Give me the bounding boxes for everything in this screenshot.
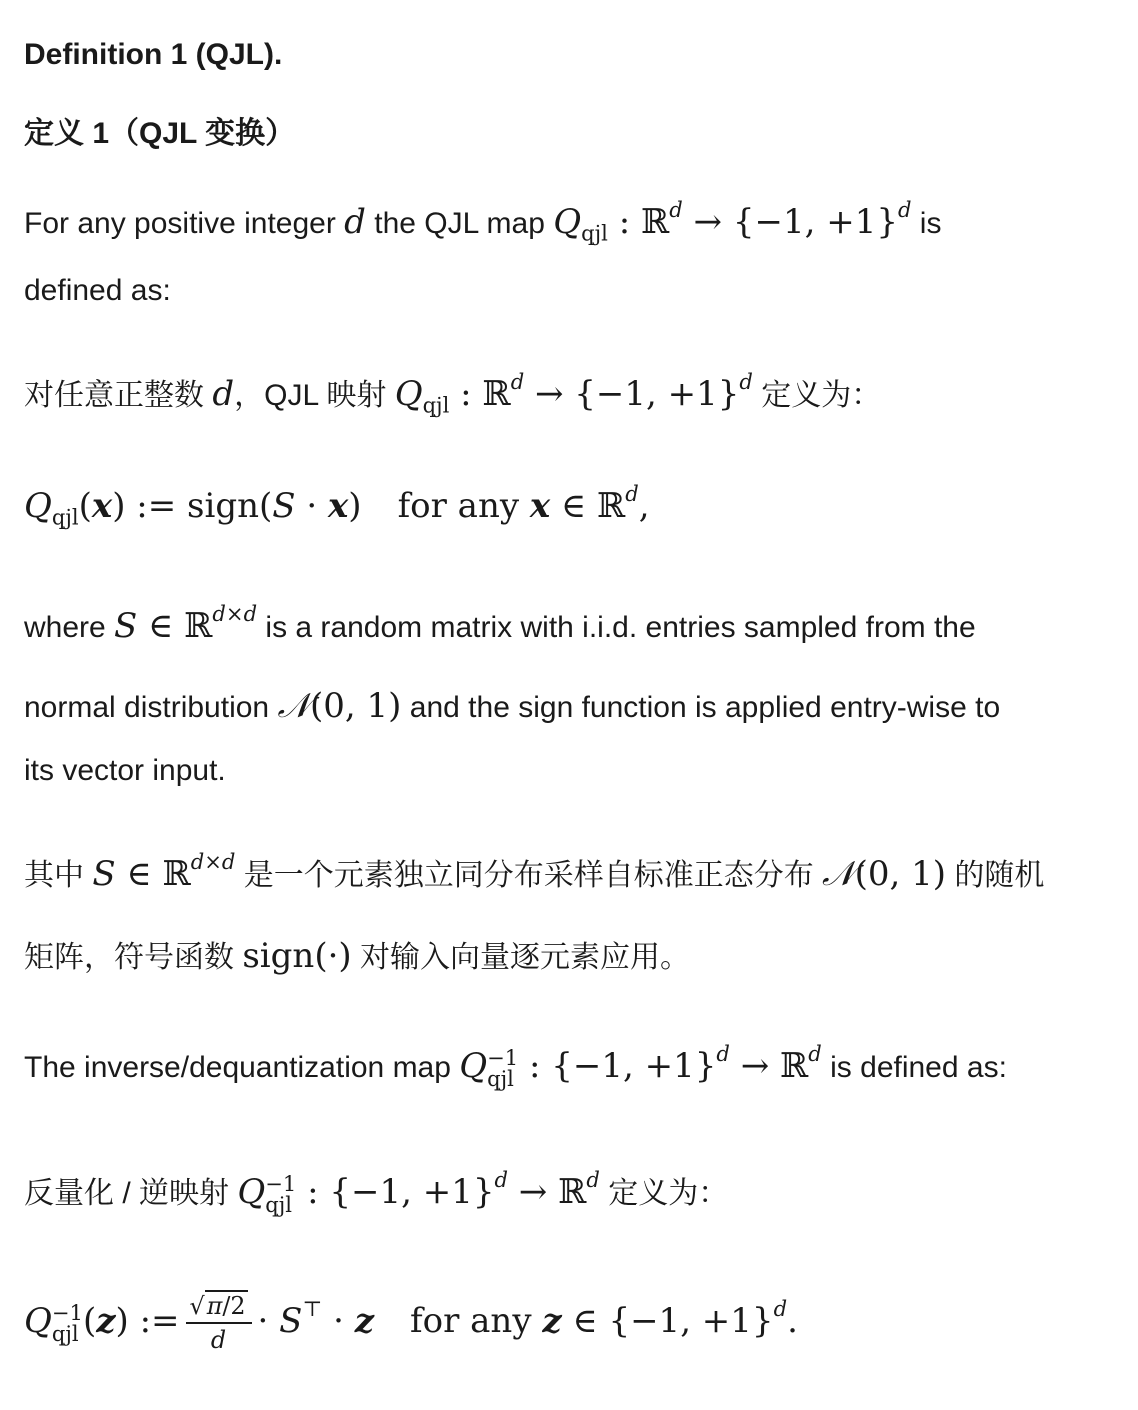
math-inverse-map: Q −1 qjl : {−1, +1}$^d$ → ℝ$^d$ <box>237 1167 600 1217</box>
text-run: 定义为： <box>599 1177 729 1210</box>
equation-text: for any <box>397 486 520 526</box>
math-normal-dist: 𝒩(0, 1) <box>277 686 402 726</box>
fraction-sqrt-pi-over-2-d: $\frac{√\pi/2}{d}$ <box>186 1292 252 1354</box>
text-run: 反量化 / 逆映射 <box>24 1177 238 1210</box>
text-run: is defined as: <box>821 1051 1007 1084</box>
math-normal-dist: 𝒩(0, 1) <box>822 854 947 894</box>
math-d: d <box>344 202 366 242</box>
paragraph-en-2-line-2 <box>24 686 1000 726</box>
text-run: and the sign function is applied entry-wise to <box>401 691 1001 724</box>
math-inverse-map: Q −1 qjl : {−1, +1}$^d$ → ℝ$^d$ <box>459 1041 822 1091</box>
math-d: d <box>212 374 235 414</box>
paragraph-en-1-line-1 <box>24 197 942 246</box>
text-run: 对输入向量逐元素应用。 <box>351 941 691 974</box>
text-run: ，QJL 映射 <box>234 379 395 412</box>
paragraph-zh-1 <box>24 369 882 418</box>
definition-heading-zh: 定义 1（QJL 变换） <box>24 117 296 150</box>
paragraph-en-2-line-3: its vector input. <box>24 754 226 787</box>
text-run: For any positive integer <box>24 207 345 240</box>
equation-text: for any <box>410 1301 532 1341</box>
text-run: 定义为： <box>752 379 882 412</box>
math-s-in-r: S ∈ ℝ$^{d\times d}$ <box>92 849 236 894</box>
text-run: 矩阵，符号函数 <box>24 941 243 974</box>
text-run: is <box>911 207 942 240</box>
paragraph-en-2-line-1 <box>24 601 976 646</box>
text-run: 的随机 <box>946 859 1045 892</box>
paragraph-zh-2-line-1 <box>24 850 1044 894</box>
text-run: The inverse/dequantization map <box>24 1051 460 1084</box>
paragraph-en-3 <box>24 1041 1007 1091</box>
equation-inverse-definition: Q −1 qjl (z) := $\frac{√\pi/2}{d}$ · S⊤ · z for any z ∈ {−1, +1}$^d$. <box>24 1292 798 1354</box>
definition-heading-en: Definition 1 (QJL). <box>24 38 283 71</box>
text-run: 对任意正整数 <box>24 379 213 412</box>
math-sign: sign(·) <box>242 936 352 976</box>
text-run: is a random matrix with i.i.d. entries sampled from the <box>257 611 976 644</box>
paragraph-en-1-line-2: defined as: <box>24 274 171 307</box>
paragraph-zh-2-line-2 <box>24 932 690 976</box>
math-qjl-map: $Q_{qjl}$ : ℝ$^d$ → {−1, +1}$^d$ <box>394 369 753 418</box>
paragraph-zh-3 <box>24 1168 728 1215</box>
text-run: the QJL map <box>365 207 554 240</box>
text-run: where <box>24 611 115 644</box>
text-run: 是一个元素独立同分布采样自标准正态分布 <box>235 859 823 892</box>
math-qjl-map: $Q_{qjl}$ : ℝ$^d$ → {−1, +1}$^d$ <box>553 197 912 246</box>
text-run: normal distribution <box>24 691 278 724</box>
math-s-in-r: S ∈ ℝ$^{d\times d}$ <box>114 601 258 646</box>
equation-qjl-definition: $Q_{qjl}(x)$ := sign(S · x) for any x ∈ ℝ$^d$, <box>24 481 650 530</box>
text-run: 其中 <box>24 859 93 892</box>
